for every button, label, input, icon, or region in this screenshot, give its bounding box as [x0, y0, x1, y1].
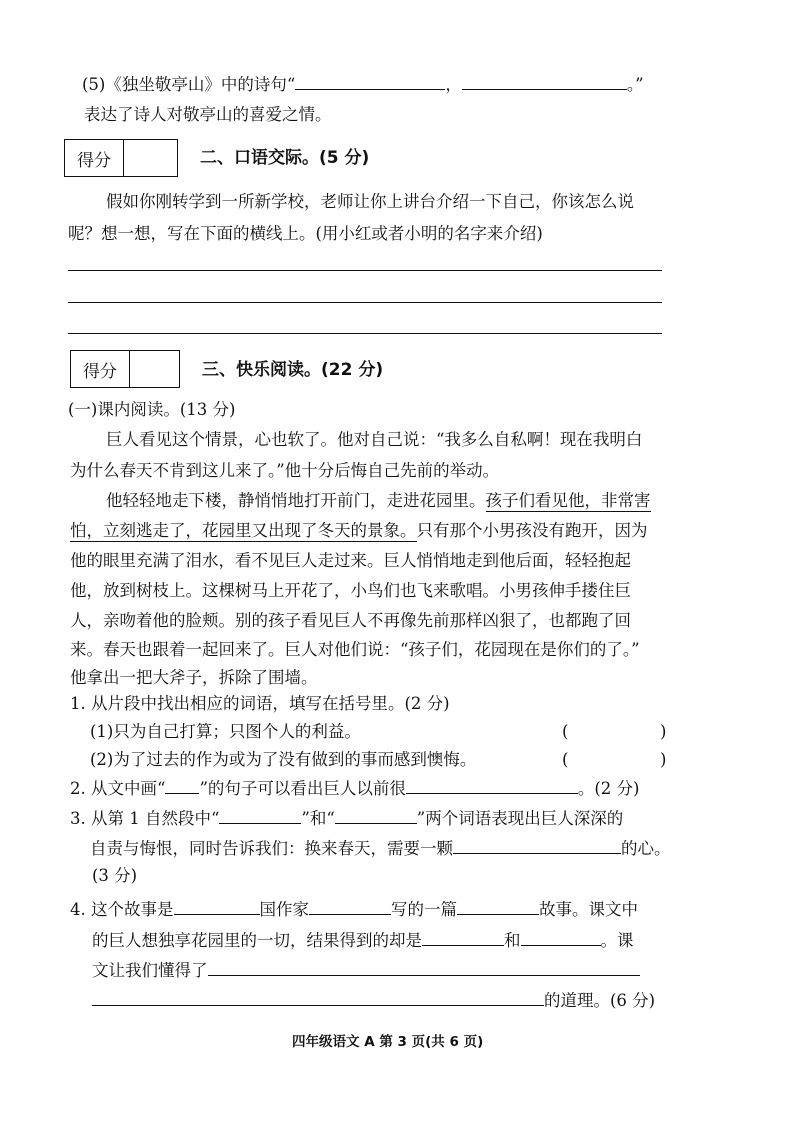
q5-suffix: 。” — [626, 75, 644, 94]
answer-line-1[interactable] — [68, 270, 662, 271]
q4-answer-blank-2[interactable] — [309, 897, 391, 915]
question-4-line2 — [92, 928, 634, 953]
q4-text: 4. 这个故事是 — [70, 900, 174, 919]
passage-line: 他拿出一把大斧子，拆除了围墙。 — [70, 668, 318, 687]
q3-text: 3. 从第 1 自然段中“ — [70, 809, 220, 828]
q3-answer-blank-3[interactable] — [453, 836, 621, 854]
q4-answer-blank-3[interactable] — [457, 897, 539, 915]
q4-text: 文让我们懂得了 — [92, 961, 208, 980]
q4-answer-blank-5[interactable] — [521, 928, 601, 946]
passage-line: 他，放到树枝上。这棵树马上开花了，小鸟们也飞来歌唱。小男孩伸手搂住巨 — [70, 581, 631, 600]
score-label: 得分 — [71, 351, 130, 387]
q4-answer-blank-4[interactable] — [422, 928, 504, 946]
underlined-sentence: 孩子们看见他，非常害 — [485, 491, 651, 510]
q4-text: 的道理。(6 分) — [544, 991, 656, 1010]
q2-text: 。(2 分) — [577, 779, 640, 798]
page-footer: 四年级语文 A 第 3 页(共 6 页) — [292, 1034, 484, 1050]
q5-line1 — [82, 72, 644, 97]
question-1-2: (2)为了过去的作为或为了没有做到的事而感到懊悔。 — [90, 750, 477, 769]
score-box-section2 — [64, 139, 178, 177]
question-4-line3 — [92, 958, 640, 983]
q4-answer-blank-6[interactable] — [208, 958, 640, 976]
paren-open: ( — [562, 722, 569, 741]
q2-answer-blank[interactable] — [406, 776, 578, 794]
q3-text: ”和“ — [301, 809, 335, 828]
q2-text: ”的句子可以看出巨人以前很 — [199, 779, 406, 798]
q3-answer-blank-2[interactable] — [335, 806, 417, 824]
passage-line: 为什么春天不肯到这儿来了。”他十分后悔自己先前的举动。 — [70, 461, 500, 480]
score-cell[interactable] — [130, 351, 179, 387]
q3-text: 的心。 — [621, 839, 671, 858]
q5-prefix: (5)《独坐敬亭山》中的诗句“ — [82, 75, 296, 94]
answer-paren-2[interactable] — [574, 748, 654, 772]
q2-text: 2. 从文中画“ — [70, 779, 166, 798]
answer-line-3[interactable] — [68, 333, 662, 334]
section2-title: 二、口语交际。(5 分) — [200, 148, 370, 168]
passage-line: 巨人看见这个情景，心也软了。他对自己说：“我多么自私啊！现在我明白 — [106, 430, 643, 449]
paren-close: ) — [660, 750, 667, 769]
score-box-section3 — [70, 350, 180, 388]
question-2 — [70, 776, 640, 801]
section2-prompt-line2: 呢？想一想，写在下面的横线上。(用小红或者小明的名字来介绍) — [68, 224, 543, 243]
question-1: 1. 从片段中找出相应的词语，填写在括号里。(2 分) — [70, 694, 450, 713]
passage-line: 来。春天也跟着一起回来了。巨人对他们说：“孩子们，花园现在是你们的了。” — [70, 640, 640, 659]
passage-text: 只有那个小男孩没有跑开，因为 — [416, 521, 648, 540]
section3-sub1: (一)课内阅读。(13 分) — [68, 400, 236, 419]
q4-text: 写的一篇 — [391, 900, 457, 919]
q5-line2: 表达了诗人对敬亭山的喜爱之情。 — [84, 105, 332, 124]
section2-prompt-line1: 假如你刚转学到一所新学校，老师让你上讲台介绍一下自己，你该怎么说 — [106, 192, 634, 211]
q5-answer-blank-1[interactable] — [295, 72, 445, 90]
q4-text: 和 — [504, 931, 521, 950]
q5-comma: ， — [445, 75, 462, 94]
paren-open: ( — [562, 750, 569, 769]
passage-line — [106, 489, 651, 513]
q3-text: ”两个词语表现出巨人深深的 — [416, 809, 624, 828]
question-4 — [70, 897, 638, 922]
question-3-line2 — [90, 836, 671, 861]
passage-line: 人，亲吻着他的脸颊。别的孩子看见巨人不再像先前那样凶狠了，也都跑了回 — [70, 611, 631, 630]
score-label: 得分 — [65, 140, 124, 176]
answer-line-2[interactable] — [68, 302, 662, 303]
passage-text: 他轻轻地走下楼，静悄悄地打开前门，走进花园里。 — [106, 491, 486, 510]
question-1-1: (1)只为自己打算；只图个人的利益。 — [90, 722, 361, 741]
q4-answer-blank-7[interactable] — [92, 988, 544, 1006]
q4-text: 故事。课文中 — [539, 900, 638, 919]
q4-text: 的巨人想独享花园里的一切，结果得到的却是 — [92, 931, 422, 950]
q3-text: 自责与悔恨，同时告诉我们：换来春天，需要一颗 — [90, 839, 453, 858]
q4-text: 。课 — [600, 931, 634, 950]
q4-text: 国作家 — [259, 900, 309, 919]
underline-sample — [165, 776, 199, 794]
passage-line — [70, 519, 648, 543]
question-4-line4 — [92, 988, 655, 1013]
q3-answer-blank-1[interactable] — [219, 806, 301, 824]
passage-line: 他的眼里充满了泪水，看不见巨人走过来。巨人悄悄地走到他后面，轻轻抱起 — [70, 551, 631, 570]
q5-answer-blank-2[interactable] — [462, 72, 627, 90]
paren-close: ) — [660, 722, 667, 741]
score-cell[interactable] — [124, 140, 177, 176]
question-3 — [70, 806, 623, 831]
section3-title: 三、快乐阅读。(22 分) — [202, 360, 384, 380]
question-3-line3: (3 分) — [92, 866, 138, 885]
q4-answer-blank-1[interactable] — [174, 897, 260, 915]
underlined-sentence: 怕，立刻逃走了，花园里又出现了冬天的景象。 — [70, 521, 417, 540]
answer-paren-1[interactable] — [574, 720, 654, 744]
